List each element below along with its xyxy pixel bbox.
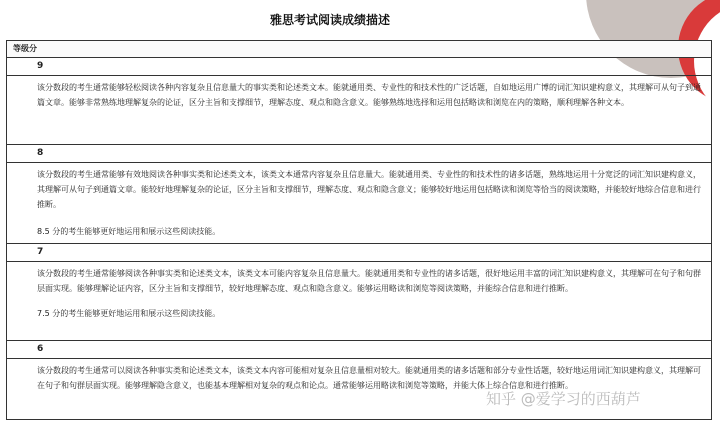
- band-description: 该分数段的考生通常能够阅读各种事实类和论述类文本，该类文本可能内容复杂且信息量大。能就通用类和专业性的诸多话题，很好地运用丰富的词汇知识建构意义，其理解可在句子和句群层面实现。能够理解论证内容，区分主旨和支撑细节，较好地理解态度、观点和隐含意义。能够运用略读和浏览等阅读策略，并能综合信息和进行推断。: [37, 269, 701, 293]
- zhihu-watermark: 知乎 @爱学习的西葫芦: [486, 390, 641, 408]
- band-8-description-row: [7, 163, 712, 244]
- table-header-row: [7, 41, 712, 58]
- band-score-label: 6: [7, 341, 712, 359]
- band-score-label: 8: [7, 145, 712, 163]
- band-8-label-row: [7, 145, 712, 163]
- band-description-cell: [7, 163, 712, 244]
- band-description: 该分数段的考生通常能够有效地阅读各种事实类和论述类文本，该类文本通常内容复杂且信息量大。能就通用类、专业性的和技术性的诸多话题，熟练地运用十分宽泛的词汇知识建构意义，其理解可从句子到通篇文章。能较好地理解复杂的论证，区分主旨和支撑细节，理解态度、观点和隐含意义；能够较好地运用包括略读和浏览等恰当的阅读策略，并能较好地综合信息和进行推断。: [37, 170, 701, 209]
- band-description-cell: [7, 262, 712, 341]
- page-title: 雅思考试阅读成绩描述: [269, 13, 390, 27]
- band-score-header: 等级分: [7, 41, 712, 58]
- band-description-cell: [7, 76, 712, 145]
- band-9-label-row: [7, 58, 712, 76]
- band-7-description-row: [7, 262, 712, 341]
- band-score-label: 9: [7, 58, 712, 76]
- band-9-description-row: [7, 76, 712, 145]
- band-score-label: 7: [7, 244, 712, 262]
- band-description: 该分数段的考生通常能够轻松阅读各种内容复杂且信息量大的事实类和论述类文本。能就通用类、专业性的和技术性的广泛话题，自如地运用广博的词汇知识建构意义，其理解可从句子到通篇文章。能够非常熟练地理解复杂的论证，区分主旨和支撑细节，理解态度、观点和隐含意义。能够熟练地选择和运用包括略读和浏览在内的策略，顺利理解各种文本。: [37, 83, 701, 107]
- band-7-label-row: [7, 244, 712, 262]
- band-description: 该分数段的考生通常可以阅读各种事实类和论述类文本，该类文本内容可能相对复杂且信息量相对较大。能就通用类的诸多话题和部分专业性话题，较好地运用词汇知识建构意义，其理解可在句子和句群层面实现。能够理解隐含意义，也能基本理解相对复杂的观点和论点。通常能够运用略读和浏览等策略，并能大体上综合信息和进行推断。: [37, 366, 701, 390]
- band-half-score-note: 7.5 分的考生能够更好地运用和展示这些阅读技能。: [37, 309, 221, 318]
- band-6-label-row: [7, 341, 712, 359]
- band-descriptor-table: [6, 40, 712, 420]
- band-half-score-note: 8.5 分的考生能够更好地运用和展示这些阅读技能。: [37, 227, 221, 236]
